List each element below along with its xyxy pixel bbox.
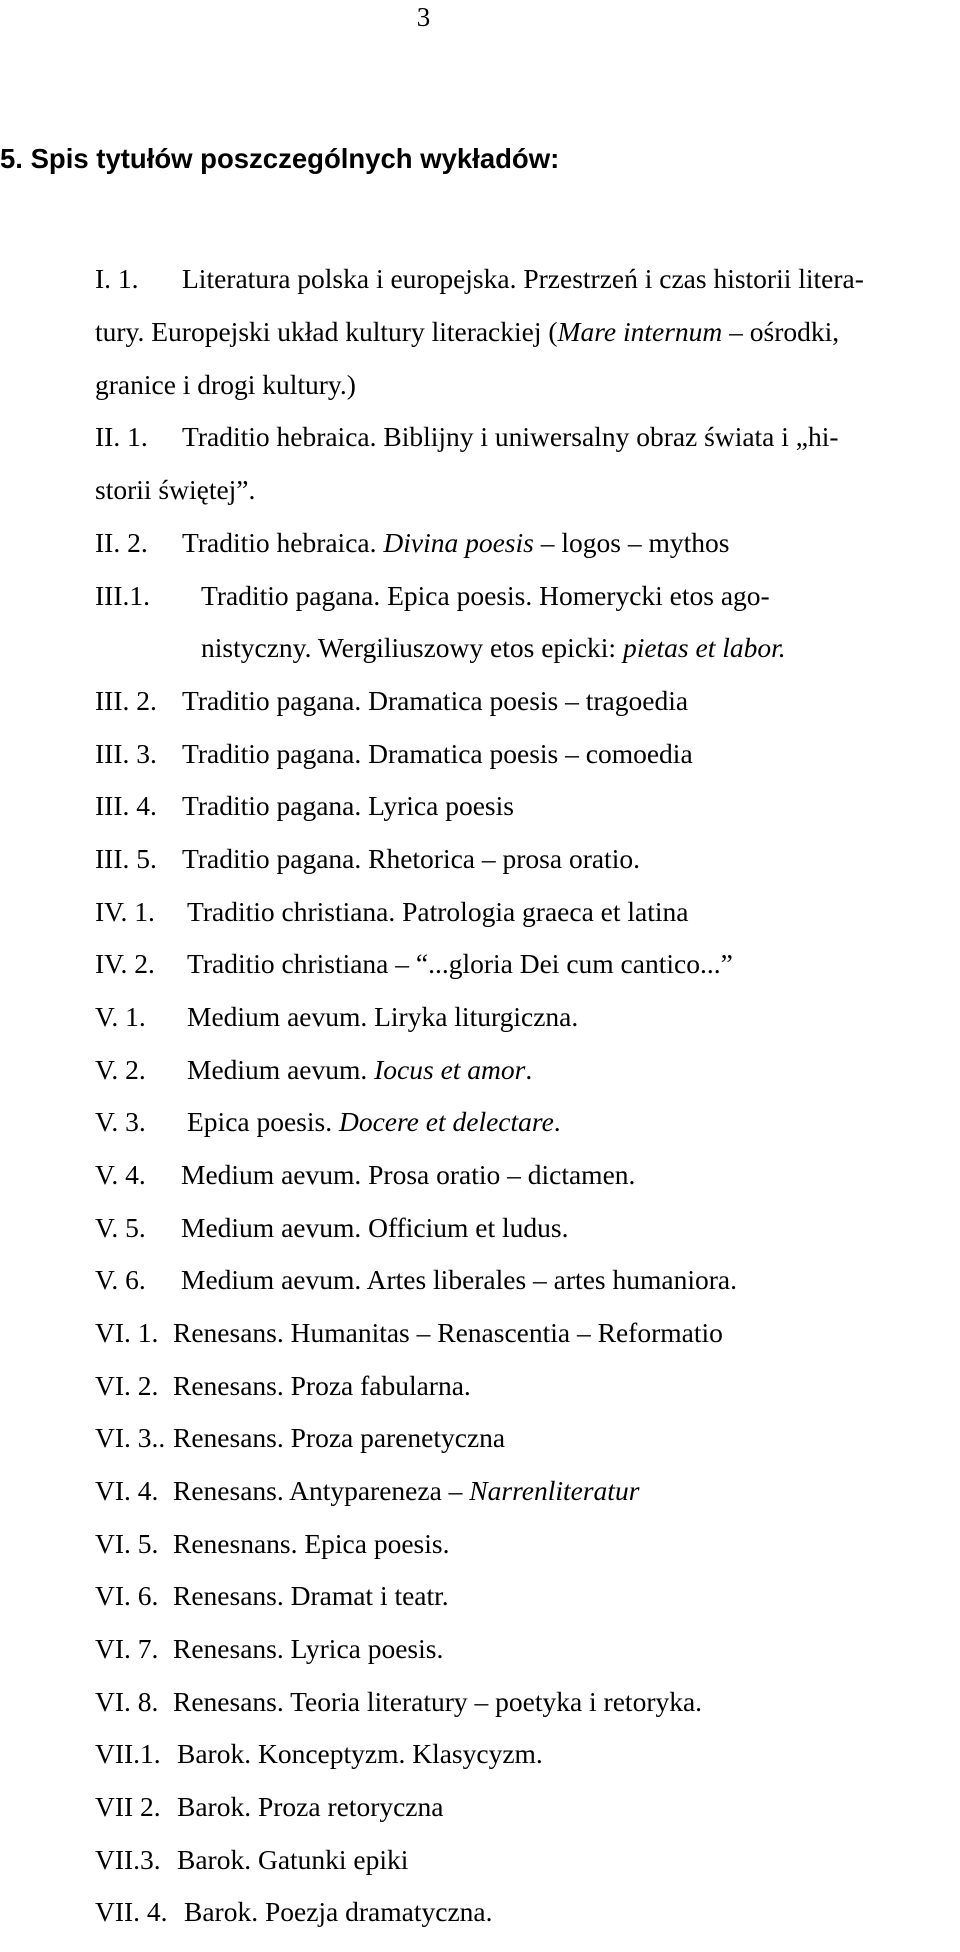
- toc-entry-text: Medium aevum. Liryka liturgiczna.: [187, 1001, 579, 1032]
- toc-entry-continuation: [95, 318, 839, 346]
- toc-entry-italic: Divina poesis: [383, 527, 534, 558]
- toc-entry-text: Barok. Proza retoryczna: [177, 1791, 444, 1822]
- toc-entry-text: Traditio pagana. Lyrica poesis: [182, 790, 514, 821]
- toc-entry: [95, 529, 729, 557]
- toc-entry: [95, 1688, 702, 1716]
- toc-entry-text: Medium aevum. Officium et ludus.: [181, 1212, 569, 1243]
- toc-entry-text: Traditio hebraica. Biblijny i uniwersalny obraz świata i „hi-: [182, 421, 839, 452]
- toc-entry-number: V. 3.: [95, 1106, 146, 1137]
- toc-entry-number: III. 2.: [95, 685, 157, 716]
- toc-entry-text-tail: .: [525, 1054, 533, 1085]
- toc-entry-text: Literatura polska i europejska. Przestrzeń i czas historii litera-: [182, 263, 864, 294]
- toc-entry-text: Renesans. Antypareneza –: [173, 1475, 470, 1506]
- section-heading: 5. Spis tytułów poszczególnych wykładów:: [0, 143, 560, 174]
- toc-entry: [95, 1530, 449, 1558]
- toc-entry-number: V. 2.: [95, 1054, 146, 1085]
- toc-entry: [95, 1635, 443, 1663]
- toc-entry-number: VI. 8.: [95, 1686, 159, 1717]
- toc-entry: [95, 1161, 635, 1189]
- toc-entry: [95, 1266, 737, 1294]
- toc-entry-continuation: [95, 476, 255, 504]
- toc-entry: [95, 1003, 578, 1031]
- toc-entry: [95, 950, 733, 978]
- toc-entry: [95, 1793, 443, 1821]
- toc-entry: [95, 1582, 449, 1610]
- toc-entry: [95, 1740, 543, 1768]
- toc-entry-text: Barok. Poezja dramatyczna.: [184, 1896, 493, 1927]
- toc-entry-text: Renesans. Humanitas – Renascentia – Reformatio: [173, 1317, 723, 1348]
- toc-entry-number: V. 6.: [95, 1264, 146, 1295]
- toc-entry-number: V. 4.: [95, 1159, 146, 1190]
- toc-entry-text: Traditio pagana. Dramatica poesis – comoedia: [182, 738, 693, 769]
- toc-entry-text-tail: – ośrodki,: [722, 316, 840, 347]
- toc-entry-text: Traditio christiana. Patrologia graeca et latina: [187, 896, 689, 927]
- toc-entry-text: Barok. Konceptyzm. Klasycyzm.: [177, 1738, 543, 1769]
- toc-entry-number: II. 1.: [95, 421, 148, 452]
- toc-entry-number: VII 2.: [95, 1791, 161, 1822]
- toc-entry: [95, 1424, 505, 1452]
- toc-entry: [95, 1846, 408, 1874]
- toc-entry: [95, 1372, 471, 1400]
- toc-entry-text: Renesans. Teoria literatury – poetyka i retoryka.: [173, 1686, 703, 1717]
- page-number: 3: [416, 2, 431, 32]
- toc-entry-text: Medium aevum. Prosa oratio – dictamen.: [181, 1159, 636, 1190]
- toc-entry-italic: Iocus et amor: [374, 1054, 526, 1085]
- toc-entry-text-tail: .: [553, 1106, 561, 1137]
- toc-entry-number: IV. 1.: [95, 896, 155, 927]
- toc-entry: [95, 1108, 561, 1136]
- toc-entry-text: Traditio pagana. Epica poesis. Homerycki etos ago-: [201, 580, 770, 611]
- toc-entry-italic: Narrenliteratur: [469, 1475, 640, 1506]
- toc-entry-italic: Mare internum: [557, 316, 723, 347]
- toc-entry-number: III. 5.: [95, 843, 157, 874]
- toc-entry-text: Epica poesis.: [187, 1106, 339, 1137]
- toc-entry: [95, 898, 688, 926]
- toc-entry: [95, 423, 839, 451]
- toc-entry-text: granice i drogi kultury.): [95, 369, 356, 400]
- toc-entry-number: III. 4.: [95, 790, 157, 821]
- toc-entry: [95, 582, 770, 610]
- toc-entry: [95, 845, 640, 873]
- toc-entry-number: VII.3.: [95, 1844, 161, 1875]
- toc-entry: [95, 1214, 568, 1242]
- toc-entry-number: III. 3.: [95, 738, 157, 769]
- toc-entry-text: Traditio hebraica.: [182, 527, 384, 558]
- toc-entry-number: V. 1.: [95, 1001, 146, 1032]
- toc-entry-number: V. 5.: [95, 1212, 146, 1243]
- toc-entry: [95, 740, 693, 768]
- toc-entry-text: tury. Europejski układ kultury literackiej (: [95, 316, 558, 347]
- toc-entry-text: storii świętej”.: [95, 474, 256, 505]
- toc-entry: [95, 1477, 639, 1505]
- toc-entry-text: Renesans. Lyrica poesis.: [173, 1633, 444, 1664]
- toc-entry-text: Barok. Gatunki epiki: [177, 1844, 409, 1875]
- toc-entry: [95, 687, 688, 715]
- toc-entry-continuation: [95, 371, 356, 399]
- toc-entry: [95, 1898, 492, 1926]
- toc-entry-number: VI. 7.: [95, 1633, 159, 1664]
- toc-entry-text: Medium aevum. Artes liberales – artes humaniora.: [181, 1264, 737, 1295]
- toc-entry-number: I. 1.: [95, 263, 139, 294]
- toc-entry-text: Renesans. Proza parenetyczna: [173, 1422, 506, 1453]
- toc-entry-text: Renesans. Proza fabularna.: [173, 1370, 471, 1401]
- toc-entry-number: VI. 3..: [95, 1422, 166, 1453]
- toc-entry-text: nistyczny. Wergiliuszowy etos epicki:: [201, 632, 623, 663]
- toc-entry: [95, 792, 514, 820]
- toc-entry-text: Renesnans. Epica poesis.: [173, 1528, 450, 1559]
- toc-entry-text: Traditio pagana. Dramatica poesis – tragoedia: [182, 685, 689, 716]
- toc-entry: [95, 1056, 532, 1084]
- toc-entry-text: Traditio christiana – “...gloria Dei cum cantico...”: [187, 948, 733, 979]
- toc-entry-number: II. 2.: [95, 527, 148, 558]
- toc-entry-text-tail: – logos – mythos: [533, 527, 730, 558]
- toc-entry: [95, 1319, 723, 1347]
- toc-entry: [95, 265, 864, 293]
- toc-entry-number: VII.1.: [95, 1738, 161, 1769]
- toc-entry-number: VI. 4.: [95, 1475, 159, 1506]
- toc-entry-number: VI. 1.: [95, 1317, 159, 1348]
- toc-entry-text: Medium aevum.: [187, 1054, 375, 1085]
- toc-entry-text: Renesans. Dramat i teatr.: [173, 1580, 449, 1611]
- toc-entry-italic: pietas et labor.: [622, 632, 786, 663]
- toc-entry-number: IV. 2.: [95, 948, 155, 979]
- toc-entry-number: VI. 2.: [95, 1370, 159, 1401]
- toc-entry-number: VI. 6.: [95, 1580, 159, 1611]
- toc-entry-number: VII. 4.: [95, 1896, 168, 1927]
- toc-entry-continuation: [201, 634, 786, 662]
- toc-entry-italic: Docere et delectare: [338, 1106, 554, 1137]
- toc-entry-text: Traditio pagana. Rhetorica – prosa oratio.: [182, 843, 640, 874]
- toc-entry-number: VI. 5.: [95, 1528, 159, 1559]
- toc-entry-number: III.1.: [95, 580, 150, 611]
